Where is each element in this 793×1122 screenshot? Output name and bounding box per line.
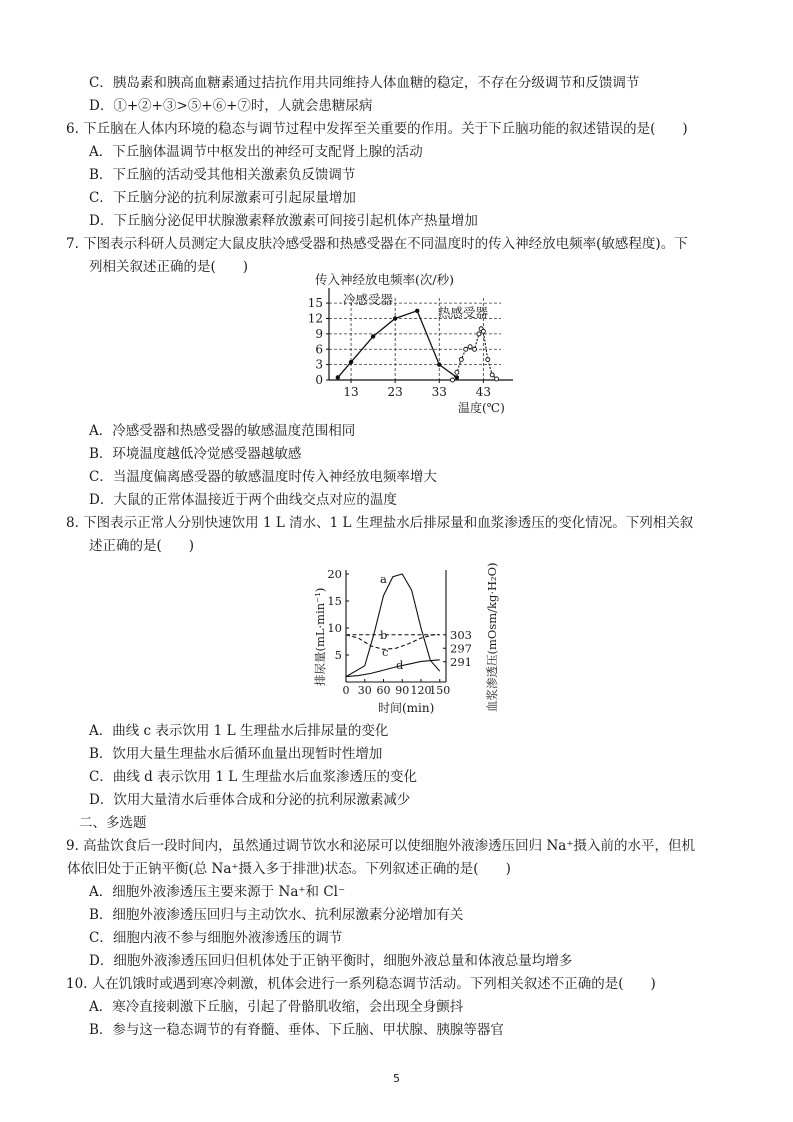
question-10-stem: 10. 人在饥饿时或遇到寒冷刺激，机体会进行一系列稳态调节活动。下列相关叙述不正确的是( )	[66, 976, 656, 992]
chart2-tick-label-y: 20	[327, 567, 342, 581]
q9-option-a: A．细胞外液渗透压主要来源于 Na⁺和 Cl⁻	[89, 884, 346, 900]
chart2-tick-label-x: 120	[410, 684, 432, 697]
chart1-x-axis-label: 温度(℃)	[458, 401, 505, 415]
chart2-tick-label-y2: 291	[450, 654, 472, 669]
chart1-point-heat-receptor	[486, 358, 490, 362]
chart2-series-label-c: c	[382, 645, 389, 659]
chart2-series-label-b: b	[380, 628, 388, 642]
chart1-tick-label-x: 13	[343, 385, 359, 399]
q5-option-c: C．胰岛素和胰高血糖素通过拮抗作用共同维持人体血糖的稳定，不存在分级调节和反馈调节	[89, 75, 640, 91]
q5-option-d: D．①+②+③>⑤+⑥+⑦时，人就会患糖尿病	[89, 98, 373, 114]
chart2-tick-label-y: 5	[334, 648, 342, 662]
chart1-y-axis-label: 传入神经放电频率(次/秒)	[315, 272, 454, 287]
chart1-tick-label-y: 15	[307, 296, 323, 311]
chart1-tick-label-x: 23	[387, 385, 403, 399]
chart1-point-heat-receptor	[490, 373, 494, 377]
chart1-point-cold-receptor	[393, 316, 397, 320]
question-7-stem: 7. 下图表示科研人员测定大鼠皮肤冷感受器和热感受器在不同温度时的传入神经放电频率(敏感程度)。下	[66, 236, 688, 252]
chart1-legend-heat: 热感受器	[438, 305, 489, 320]
q9-option-b: B．细胞外液渗透压回归与主动饮水、抗利尿激素分泌增加有关	[89, 907, 464, 923]
q7-option-d: D．大鼠的正常体温接近于两个曲线交点对应的温度	[89, 492, 397, 508]
q6-option-b: B．下丘脑的活动受其他相关激素负反馈调节	[89, 167, 356, 183]
chart2-tick-label-x: 30	[357, 684, 372, 697]
chart1-tick-label-y: 6	[315, 342, 323, 357]
chart1-tick-label-y: 12	[307, 311, 323, 326]
chart1-point-heat-receptor	[477, 332, 481, 336]
q8-option-b: B．饮用大量生理盐水后循环血量出现暂时性增加	[89, 746, 383, 762]
chart2-series-label-a: a	[380, 572, 387, 586]
question-9-stem: 9. 高盐饮食后一段时间内，虽然通过调节饮水和泌尿可以使细胞外液渗透压回归 Na⁺摄入前的水平，但机	[66, 838, 695, 854]
chart1-tick-label-y: 0	[315, 373, 323, 387]
chart2-tick-label-x: 0	[342, 684, 350, 697]
chart1-point-heat-receptor	[450, 378, 454, 382]
chart1-legend-cold: 冷感受器	[343, 292, 394, 307]
q7-option-c: C．当温度偏离感受器的敏感温度时传入神经放电频率增大	[89, 469, 437, 485]
chart2-y2-axis-label: 血浆渗透压(mOsm/kg·H₂O)	[485, 562, 499, 712]
chart1-point-cold-receptor	[349, 360, 353, 364]
chart1-point-cold-receptor	[371, 334, 375, 338]
chart2-tick-label-x: 150	[429, 684, 451, 697]
q8-option-a: A．曲线 c 表示饮用 1 L 生理盐水后排尿量的变化	[89, 723, 389, 739]
question-7-stem-cont: 列相关叙述正确的是( )	[89, 259, 249, 275]
chart2-tick-label-x: 60	[376, 684, 391, 697]
q7-option-b: B．环境温度越低冷觉感受器越敏感	[89, 446, 302, 462]
chart1-point-heat-receptor	[464, 347, 468, 351]
chart2-tick-label-y2: 303	[450, 627, 472, 642]
chart1-point-heat-receptor	[459, 358, 463, 362]
chart1-point-heat-receptor	[481, 329, 485, 333]
chart1-point-cold-receptor	[437, 362, 441, 366]
chart2-tick-label-y2: 297	[450, 641, 472, 656]
page-number: 5	[393, 1072, 400, 1085]
chart2-x-axis-label: 时间(min)	[378, 701, 435, 715]
chart2-tick-label-x: 90	[395, 684, 410, 697]
q8-option-d: D．饮用大量清水后垂体合成和分泌的抗利尿激素减少	[89, 792, 411, 808]
chart1-tick-label-x: 33	[431, 385, 447, 399]
q6-option-a: A．下丘脑体温调节中枢发出的神经可支配肾上腺的活动	[89, 144, 423, 160]
section-heading-multi-choice: 二、多选题	[79, 815, 147, 831]
question-6-stem: 6. 下丘脑在人体内环境的稳态与调节过程中发挥至关重要的作用。关于下丘脑功能的叙述错误的是( )	[66, 121, 688, 137]
chart1-tick-label-x: 43	[475, 385, 491, 399]
question-8-stem: 8. 下图表示正常人分别快速饮用 1 L 清水、1 L 生理盐水后排尿量和血浆渗透压的变化情况。下列相关叙	[66, 515, 694, 531]
q10-option-a: A．寒冷直接刺激下丘脑，引起了骨骼肌收缩，会出现全身颤抖	[89, 999, 464, 1015]
chart2-y-axis-label: 排尿量(mL·min⁻¹)	[313, 587, 327, 686]
chart2-line-c	[346, 635, 440, 650]
q8-option-c: C．曲线 d 表示饮用 1 L 生理盐水后血浆渗透压的变化	[89, 769, 417, 785]
chart1-point-heat-receptor	[473, 347, 477, 351]
chart1-point-cold-receptor	[415, 309, 419, 313]
chart2-series-label-d: d	[396, 658, 404, 672]
q6-option-c: C．下丘脑分泌的抗利尿激素可引起尿量增加	[89, 190, 356, 206]
chart1-point-heat-receptor	[495, 377, 499, 381]
chart-urine-osmolality	[300, 556, 510, 721]
chart2-tick-label-y: 10	[327, 621, 342, 635]
chart1-tick-label-y: 9	[315, 326, 323, 341]
question-9-stem-cont: 体依旧处于正钠平衡(总 Na⁺摄入多于排泄)状态。下列叙述正确的是( )	[67, 861, 511, 877]
q9-option-d: D．细胞外液渗透压回归但机体处于正钠平衡时，细胞外液总量和体液总量均增多	[89, 953, 573, 969]
question-8-stem-cont: 述正确的是( )	[89, 538, 195, 554]
q9-option-c: C．细胞内液不参与细胞外液渗透压的调节	[89, 930, 343, 946]
chart-receptor-firing	[293, 268, 538, 418]
chart2-tick-label-y: 15	[327, 594, 342, 608]
chart1-point-heat-receptor	[455, 370, 459, 374]
chart1-tick-label-y: 3	[315, 357, 323, 372]
q7-option-a: A．冷感受器和热感受器的敏感温度范围相同	[89, 423, 356, 439]
chart1-point-cold-receptor	[336, 375, 340, 379]
chart1-point-heat-receptor	[468, 345, 472, 349]
q10-option-b: B．参与这一稳态调节的有脊髓、垂体、下丘脑、甲状腺、胰腺等器官	[89, 1022, 504, 1038]
q6-option-d: D．下丘脑分泌促甲状腺激素释放激素可间接引起机体产热量增加	[89, 213, 478, 229]
